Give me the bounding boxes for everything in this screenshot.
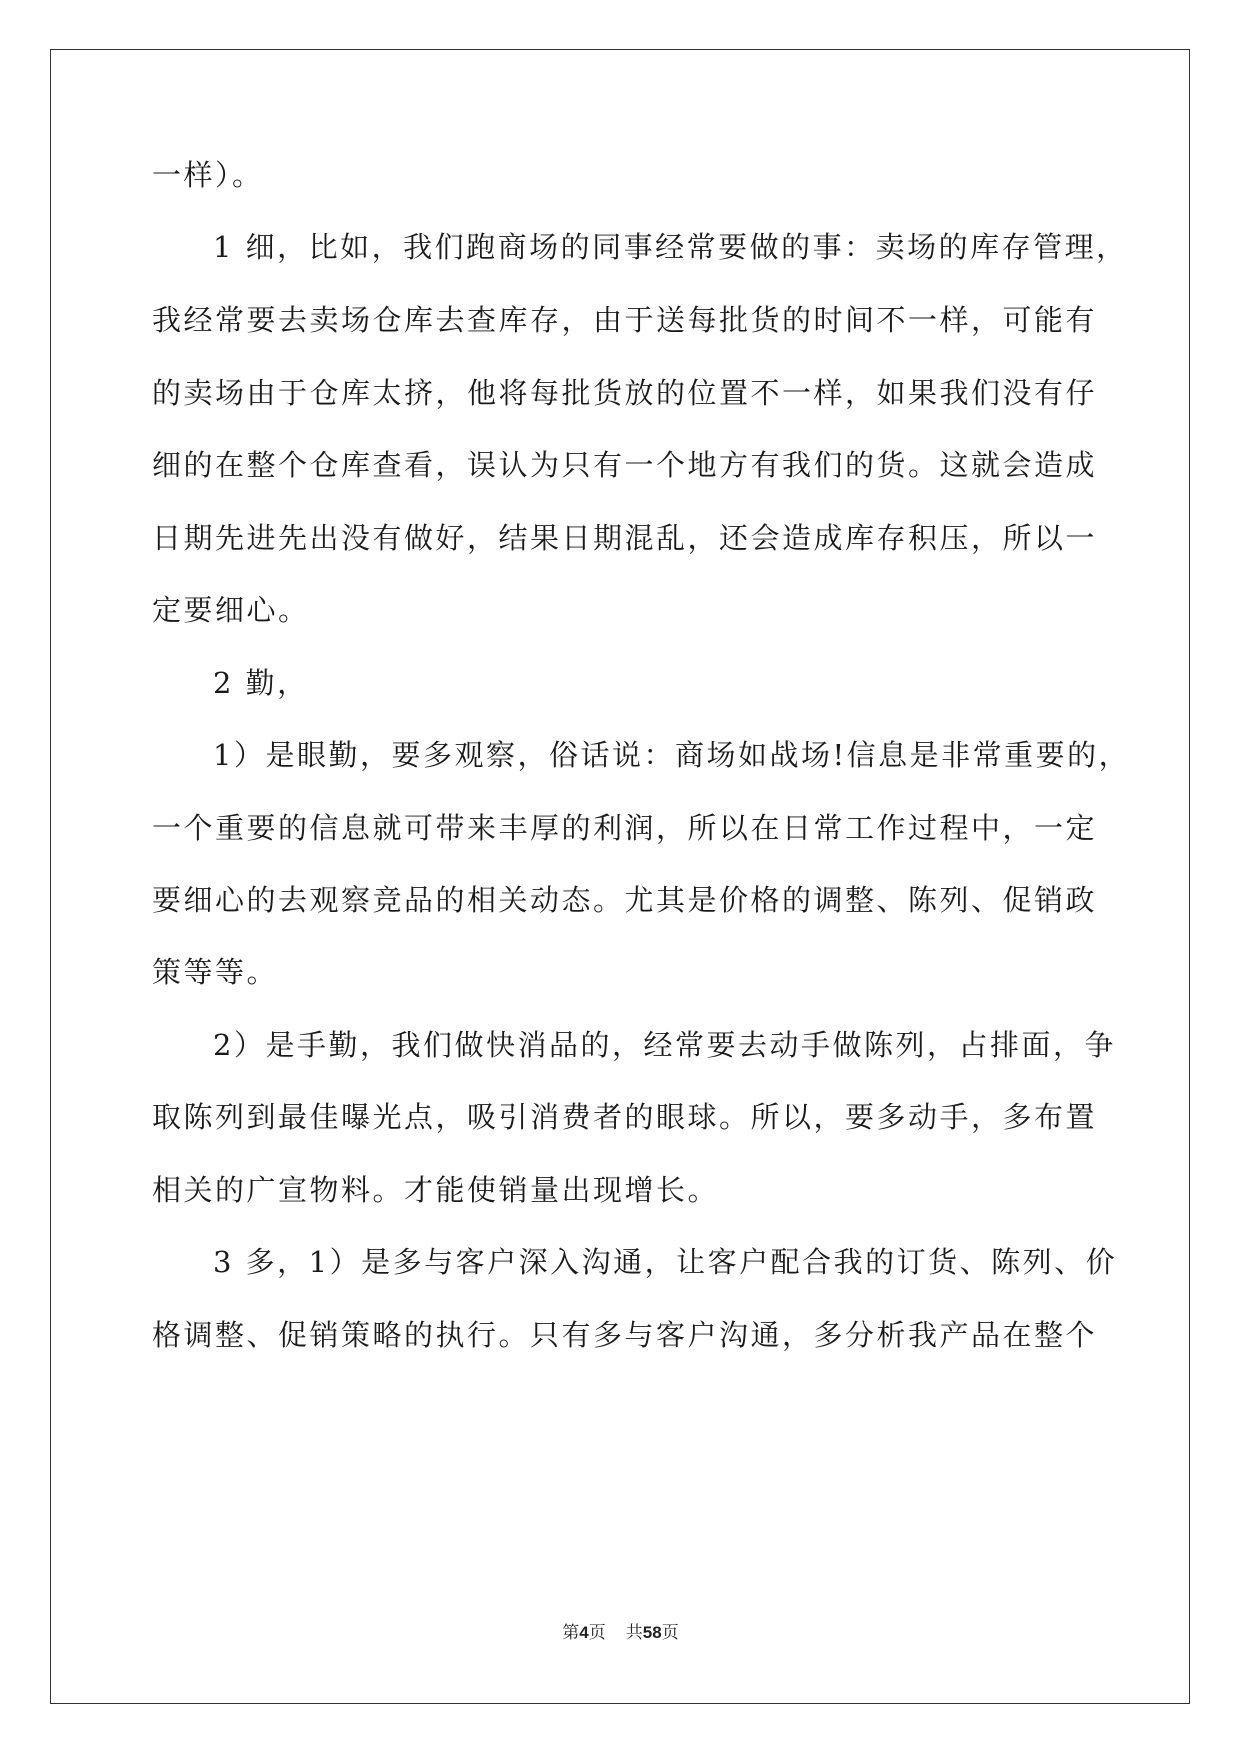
paragraph-subitem-2-start: 2）是手勤，我们做快消品的，经常要去动手做陈列，占排面，争 — [213, 1028, 1116, 1062]
text-line: 相关的广宣物料。才能使销量出现增长。 — [152, 1173, 720, 1207]
text-line: 策等等。 — [152, 955, 279, 989]
total-pages: 58 — [642, 1623, 662, 1642]
page-border — [50, 49, 1190, 1704]
text-line: 我经常要去卖场仓库去查库存，由于送每批货的时间不一样，可能有 — [152, 303, 1098, 337]
page-footer — [0, 1618, 1241, 1643]
page-suffix: 页 — [588, 1623, 606, 1643]
paragraph-item-1-start: 1 细，比如，我们跑商场的同事经常要做的事：卖场的库存管理， — [213, 230, 1128, 264]
text-line: 的卖场由于仓库太挤，他将每批货放的位置不一样，如果我们没有仔 — [152, 376, 1098, 410]
paragraph-subitem-1-start: 1）是眼勤，要多观察，俗话说：商场如战场!信息是非常重要的， — [213, 738, 1131, 772]
text-line: 要细心的去观察竞品的相关动态。尤其是价格的调整、陈列、促销政 — [152, 883, 1098, 917]
text-line: 一个重要的信息就可带来丰厚的利润，所以在日常工作过程中，一定 — [152, 811, 1098, 845]
paragraph-item-3-start: 3 多，1）是多与客户深入沟通，让客户配合我的订货、陈列、价 — [213, 1245, 1118, 1279]
page-prefix: 第 — [562, 1623, 580, 1643]
total-suffix: 页 — [661, 1623, 679, 1643]
text-line: 日期先进先出没有做好，结果日期混乱，还会造成库存积压，所以一 — [152, 521, 1098, 555]
text-line: 一样）。 — [152, 158, 264, 192]
text-line: 定要细心。 — [152, 593, 310, 627]
text-line: 取陈列到最佳曝光点，吸引消费者的眼球。所以，要多动手，多布置 — [152, 1100, 1098, 1134]
page-number: 4 — [579, 1623, 589, 1642]
text-line: 格调整、促销策略的执行。只有多与客户沟通，多分析我产品在整个 — [152, 1318, 1098, 1352]
text-line: 细的在整个仓库查看，误认为只有一个地方有我们的货。这就会造成 — [152, 448, 1098, 482]
paragraph-item-2-heading: 2 勤， — [213, 666, 309, 700]
total-prefix: 共 — [625, 1623, 643, 1643]
